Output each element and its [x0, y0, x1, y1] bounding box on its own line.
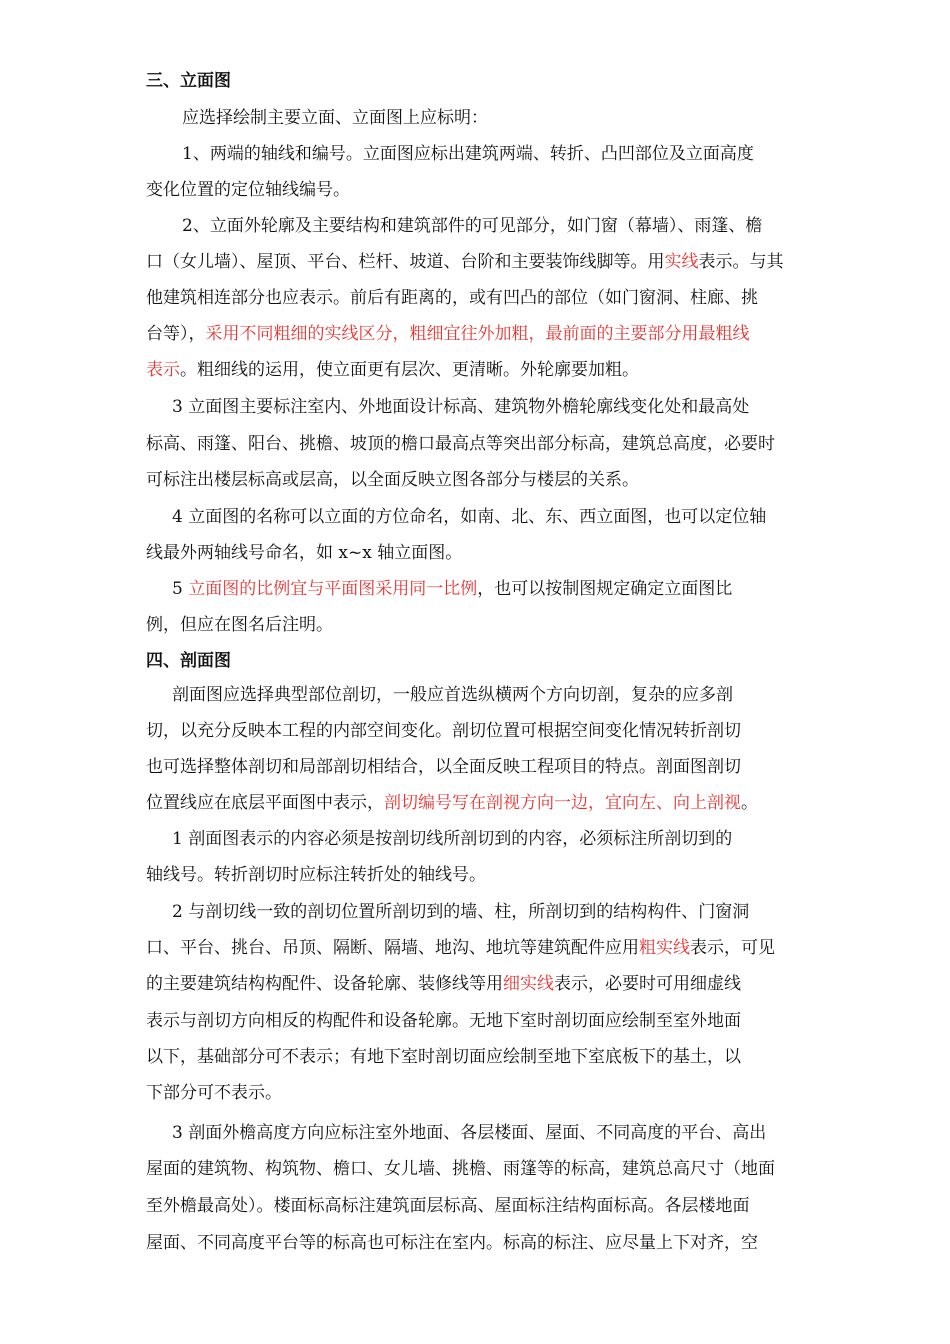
text-run: 位置线应在底层平面图中表示， [146, 793, 384, 813]
paragraph-line: 3 立面图主要标注室内、外地面设计标高、建筑物外檐轮廓线变化处和最高处 [172, 397, 750, 417]
paragraph-line [146, 249, 784, 275]
paragraph-line: 1 剖面图表示的内容必须是按剖切线所剖切到的内容，必须标注所剖切到的 [172, 829, 733, 849]
paragraph-line: 也可选择整体剖切和局部剖切相结合，以全面反映工程项目的特点。剖面图剖切 [146, 757, 741, 777]
paragraph-line: 变化位置的定位轴线编号。 [146, 180, 350, 200]
paragraph-line: 4 立面图的名称可以立面的方位命名，如南、北、东、西立面图，也可以定位轴 [172, 507, 767, 527]
paragraph-line [146, 935, 775, 961]
paragraph-line: 可标注出楼层标高或层高，以全面反映立图各部分与楼层的关系。 [146, 470, 639, 490]
text-run: 表示，可见 [690, 938, 775, 958]
paragraph-line: 1、两端的轴线和编号。立面图应标出建筑两端、转折、凸凹部位及立面高度 [182, 144, 754, 164]
paragraph-line [146, 790, 758, 816]
paragraph-line [146, 321, 750, 347]
text-run: 。 [741, 793, 758, 813]
section-heading-elevation: 三、立面图 [146, 71, 231, 91]
text-run: 的主要建筑结构构配件、设备轮廓、装修线等用 [146, 974, 503, 994]
emphasis-text: 立面图的比例宜与平面图采用同一比例 [188, 579, 478, 599]
paragraph-line: 轴线号。转折剖切时应标注转折处的轴线号。 [146, 865, 486, 885]
paragraph-line: 线最外两轴线号命名，如 x~x 轴立面图。 [146, 543, 463, 563]
text-run: 表示。与其 [698, 252, 784, 272]
paragraph-line [172, 576, 732, 602]
section-heading-section: 四、剖面图 [146, 651, 231, 671]
text-run: 。粗细线的运用，使立面更有层次、更清晰。外轮廓要加粗。 [180, 360, 639, 380]
paragraph-line: 2、立面外轮廓及主要结构和建筑部件的可见部分，如门窗（幕墙）、雨篷、檐 [182, 216, 763, 236]
text-run: 表示，必要时可用细虚线 [554, 974, 741, 994]
paragraph-line [146, 357, 639, 383]
emphasis-text: 粗实线 [639, 938, 690, 958]
emphasis-text: 剖切编号写在剖视方向一边，宜向左、向上剖视 [384, 793, 741, 813]
paragraph-line: 2 与剖切线一致的剖切位置所剖切到的墙、柱，所剖切到的结构构件、门窗洞 [172, 902, 750, 922]
paragraph-line: 至外檐最高处）。楼面标高标注建筑面层标高、屋面标注结构面标高。各层楼地面 [146, 1196, 750, 1216]
paragraph-line: 表示与剖切方向相反的构配件和设备轮廓。无地下室时剖切面应绘制至室外地面 [146, 1011, 741, 1031]
text-run: ，也可以按制图规定确定立面图比 [477, 579, 733, 599]
text-run: 台等）， [146, 324, 206, 344]
emphasis-text: 采用不同粗细的实线区分，粗细宜往外加粗，最前面的主要部分用最粗线 [205, 324, 750, 344]
paragraph-line: 屋面的建筑物、构筑物、檐口、女儿墙、挑檐、雨篷等的标高，建筑总高尺寸（地面 [146, 1159, 775, 1179]
paragraph-line: 例，但应在图名后注明。 [146, 615, 333, 635]
emphasis-text: 实线 [664, 252, 699, 272]
text-run: 口、平台、挑台、吊顶、隔断、隔墙、地沟、地坑等建筑配件应用 [146, 938, 639, 958]
paragraph-line: 下部分可不表示。 [146, 1083, 282, 1103]
emphasis-text: 表示 [146, 360, 180, 380]
emphasis-text: 细实线 [503, 974, 554, 994]
paragraph-line [146, 971, 741, 997]
paragraph-line: 应选择绘制主要立面、立面图上应标明： [182, 108, 488, 128]
paragraph-line: 屋面、不同高度平台等的标高也可标注在室内。标高的标注、应尽量上下对齐，空 [146, 1233, 758, 1253]
text-run: 口（女儿墙）、屋顶、平台、栏杆、坡道、台阶和主要装饰线脚等。用 [146, 252, 665, 272]
paragraph-line: 3 剖面外檐高度方向应标注室外地面、各层楼面、屋面、不同高度的平台、高出 [172, 1123, 767, 1143]
paragraph-line: 切，以充分反映本工程的内部空间变化。剖切位置可根据空间变化情况转折剖切 [146, 721, 741, 741]
paragraph-line: 以下，基础部分可不表示；有地下室时剖切面应绘制至地下室底板下的基土，以 [146, 1047, 741, 1067]
paragraph-line: 标高、雨篷、阳台、挑檐、坡顶的檐口最高点等突出部分标高，建筑总高度，必要时 [146, 434, 775, 454]
paragraph-line: 他建筑相连部分也应表示。前后有距离的，或有凹凸的部位（如门窗洞、柱廊、挑 [146, 288, 758, 308]
text-run: 5 [172, 579, 189, 599]
paragraph-line: 剖面图应选择典型部位剖切，一般应首选纵横两个方向切剖，复杂的应多剖 [172, 685, 733, 705]
